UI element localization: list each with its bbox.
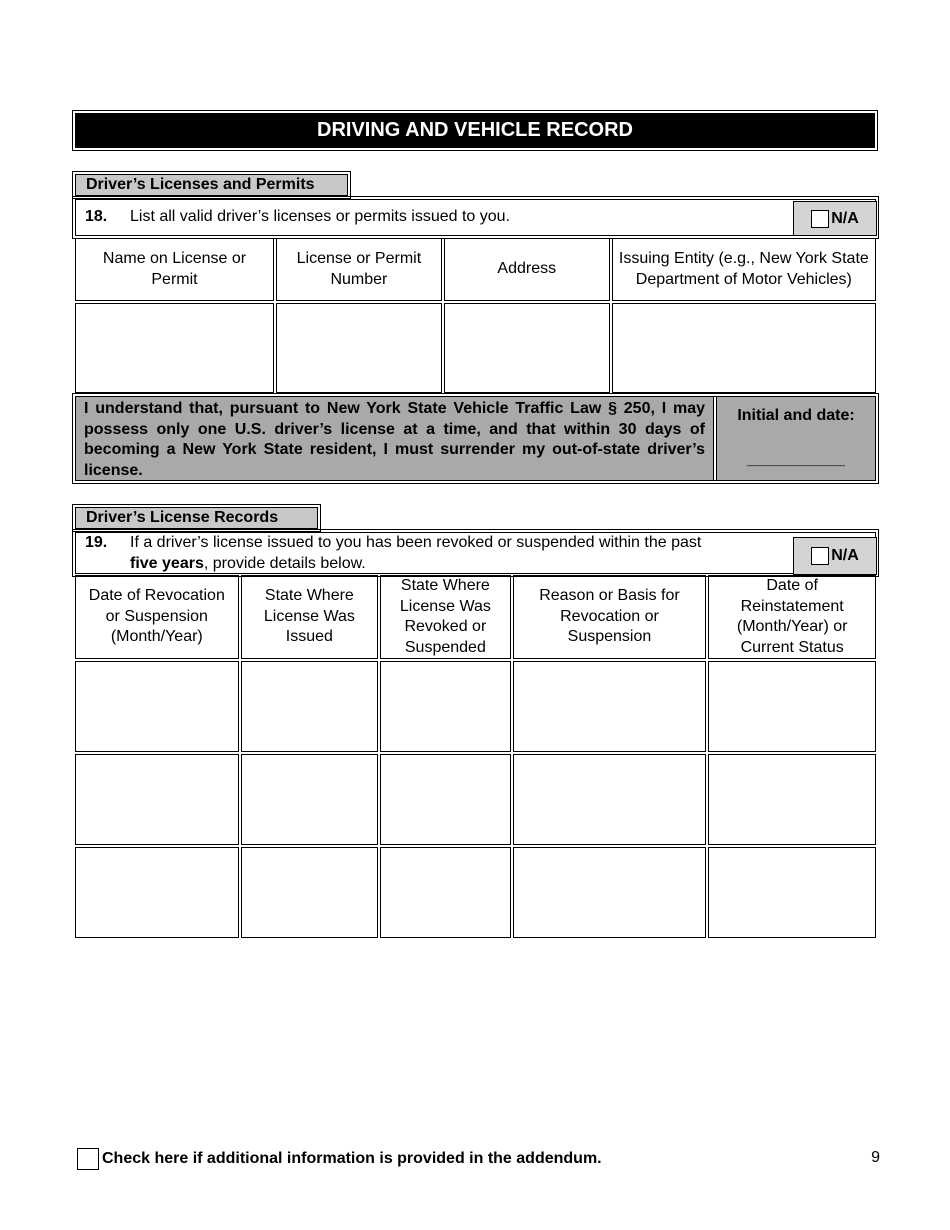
initial-and-date-field[interactable] [716,397,875,480]
table-cell-input[interactable] [241,847,379,938]
na-checkbox[interactable] [811,210,829,228]
column-header: Name on License or Permit [75,238,274,301]
table-cell-input[interactable] [75,661,239,752]
section-tab-records: Driver’s License Records [75,507,318,529]
table-cell-input[interactable] [75,754,239,845]
licenses-table [73,236,878,395]
na-label: N/A [831,547,859,564]
question-text-tail: , provide details below. [203,554,366,572]
table-cell-input[interactable] [513,661,707,752]
question-number: 19. [85,534,108,551]
records-table [73,573,878,940]
column-header: License or Permit Number [276,238,442,301]
column-header: Date of Revocation or Suspension (Month/Year) [75,575,239,659]
table-cell-input[interactable] [241,661,379,752]
question-emphasis: five years [130,554,204,572]
table-row [75,847,876,938]
question-text: List all valid driver’s licenses or permits issued to you. [130,208,511,225]
question-18-row [75,199,876,236]
column-header: State Where License Was Revoked or Suspended [380,575,510,659]
table-cell-input[interactable] [708,847,876,938]
na-checkbox[interactable] [811,547,829,565]
table-cell-input[interactable] [708,661,876,752]
table-cell-input[interactable] [75,847,239,938]
table-header-row [75,575,876,659]
surrender-notice: I understand that, pursuant to New York State Vehicle Traffic Law § 250, I may possess only one U.S. driver’s license at a time, and that within 30 days of becoming a New York State resident, I must surrender my out-of-state driver’s license. [76,397,714,480]
addendum-checkbox[interactable] [77,1148,99,1170]
table-cell-input[interactable] [380,847,510,938]
column-header: Address [444,238,610,301]
question-number: 18. [85,208,108,225]
column-header: Issuing Entity (e.g., New York State Department of Motor Vehicles) [612,238,876,301]
table-row [75,303,876,393]
section-tab-licenses: Driver’s Licenses and Permits [75,174,348,196]
table-header-row [75,238,876,301]
question-19-row [75,532,876,574]
table-cell-input[interactable] [241,754,379,845]
table-row [75,754,876,845]
page-number: 9 [871,1149,880,1166]
addendum-label: Check here if additional information is provided in the addendum. [102,1150,602,1167]
initial-label: Initial and date: [737,407,855,424]
table-cell-input[interactable] [380,754,510,845]
table-row [75,661,876,752]
na-label: N/A [831,209,859,227]
page-title-bar [72,110,878,151]
table-cell-input[interactable] [513,754,707,845]
table-cell-input[interactable] [380,661,510,752]
column-header: Date of Reinstatement (Month/Year) or Current Status [708,575,876,659]
page-title: DRIVING AND VEHICLE RECORD [75,113,875,148]
table-cell-input[interactable] [444,303,610,393]
table-cell-input[interactable] [75,303,274,393]
column-header: State Where License Was Issued [241,575,379,659]
question-text: If a driver’s license issued to you has been revoked or suspended within the past [130,534,702,551]
table-cell-input[interactable] [513,847,707,938]
table-cell-input[interactable] [612,303,876,393]
table-cell-input[interactable] [708,754,876,845]
addendum-row [77,1147,777,1171]
initial-line: ___________ [747,451,845,468]
na-option-18[interactable] [793,201,877,236]
na-option-19[interactable] [793,537,877,575]
notice-row [75,396,876,481]
table-cell-input[interactable] [276,303,442,393]
column-header: Reason or Basis for Revocation or Suspension [513,575,707,659]
